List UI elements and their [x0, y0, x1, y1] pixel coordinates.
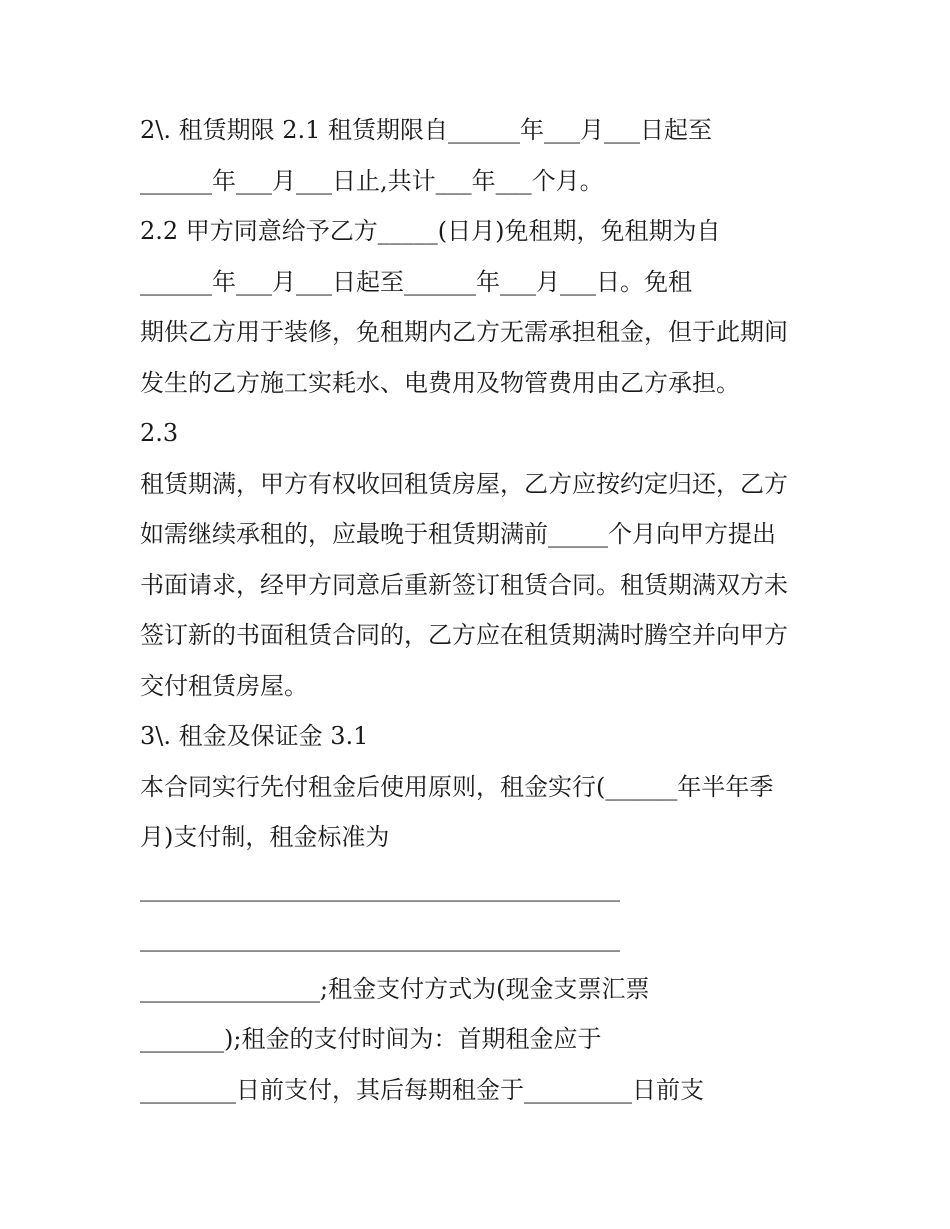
section-heading: 3\. 租金及保证金 3.1 [140, 722, 369, 750]
section-number: 2.3 [140, 419, 179, 447]
text-line: ________日前支付，其后每期租金于_________日前支 [140, 1075, 704, 1104]
text-line: 交付租赁房屋。 [140, 671, 308, 700]
text-line: _______________;租金支付方式为(现金支票汇票 [140, 974, 650, 1003]
text-line: 2.2 甲方同意给予乙方_____(日月)免租期，免租期为自 [140, 217, 721, 245]
text-line: 本合同实行先付租金后使用原则，租金实行(______年半年季 [140, 772, 774, 801]
text-line: 期供乙方用于装修，免租期内乙方无需承担租金，但于此期间 [140, 318, 788, 346]
text-line: ______年___月___日止,共计___年___个月。 [140, 166, 604, 195]
text-line: 如需继续承租的，应最晚于租赁期满前_____个月向甲方提出 [140, 520, 776, 548]
text-line: 租赁期满，甲方有权收回租赁房屋，乙方应按约定归还，乙方 [140, 469, 788, 498]
blank-line: ________________________________________ [140, 924, 620, 952]
blank-line: ________________________________________ [140, 873, 620, 902]
text-line: 签订新的书面租赁合同的，乙方应在租赁期满时腾空并向甲方 [140, 621, 788, 649]
text-line: _______);租金的支付时间为：首期租金应于 [140, 1025, 602, 1053]
text-line: 发生的乙方施工实耗水、电费用及物管费用由乙方承担。 [140, 368, 740, 397]
text-line: ______年___月___日起至______年___月___日。免租 [140, 267, 692, 296]
text-line: 月)支付制，租金标准为 [140, 823, 390, 851]
document-body [140, 105, 820, 1115]
text-line: 书面请求，经甲方同意后重新签订租赁合同。租赁期满双方未 [140, 570, 788, 599]
text-line: 2\. 租赁期限 2.1 租赁期限自______年___月___日起至 [140, 116, 713, 144]
